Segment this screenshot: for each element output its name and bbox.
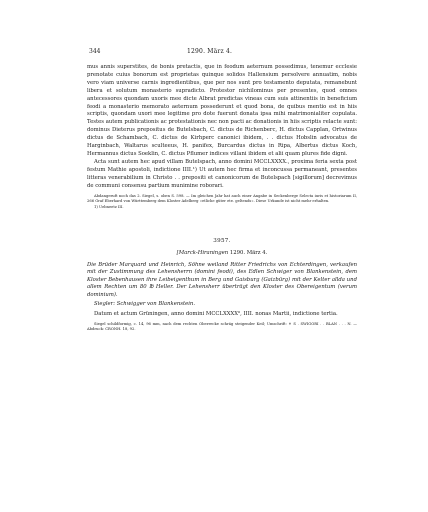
regest-text: Die Brüder Marquard und Heinrich, Söhne weiland Ritter Friedrichs von Echterdingen, verkaufen mit der Zustimmung des Lehensherrn (domini feodi), des Edlen Schwiger von Blankenstein, dem Kloster Bebenhausen ihre Leibeigenthum in Berg und Gaisburg (Gaizbürg) mit der Kelter allda und allem Rechten um 80 ℔ Heller. Der Lehensherr überträgt den Kloster des Obereigentum (verum dominium).: [87, 262, 357, 298]
footnote: 1) Uebneetz III.: [94, 204, 124, 209]
source-note: Siegel schildformig, c. 14, 96 mm, nach dem rechten Oberrecke schräg steigender Keil; Umschrift: ✝ S . SWIGORI . . BLAN . . . N. — Abdruck: CRONH. 18, 92.: [87, 321, 357, 332]
seal-line: [87, 301, 357, 308]
seal-label: Siegler:: [94, 301, 115, 308]
dating-clause: Datum et actum Grüningen, anno domini MCCLXXXX⁰, IIII. nonas Martii, indictione tertia.: [94, 311, 338, 318]
page-body: [87, 64, 357, 333]
charter-text-paragraph: mus annis superstites, de bonis pretactis, que in feodum aeternum possedimus, tenemur ecclesie prenotate cuius bonorum est proprietas quinque solidos Hallensium persolvere annuatim, nobis vero viam universe carnis ingredientibus, que per nos sunt pro testamento deputata, remanebunt libera et solutum monasterio supradicto. Protestor nichilominus per presentes, quod omnes antecessores quondam uxoris mee dicte Albrat predictas vineas cum suis attinentiis in beneficium feodi a monasterio memorato aeternum possederunt et quod bona, de quibus mentio est in hiis scriptis, quondam uxori mee legitime pro dote fuerunt donata ipsa mihi matrimonialiter copulata. Testes autem publicationis ac protestationis nec non pacti ac donationis in hiis scriptis relacte sunt: dominus Dieterus prepositus de Butelsbach, C. dictus de Richenberc, H. dictus Capplan, Ortwinus dictus de Schambach, C. dictus de Kirhperc canonici ibidem, . . dictus Hobslin advocatus de Harginbach, Waltarus sculteeus, H. panifex, Burcardus dictus in Ripa, Albertus dictus Koch, Hermannus dictus Soeklin, C. dictus Pflumer indices villani ibidem et alii quam plures fide digni.: [87, 64, 357, 157]
seal-text: Schwigger von Blankenstein.: [116, 301, 196, 308]
charter-regest: [87, 262, 357, 299]
editorial-notes: [87, 194, 357, 211]
editorial-note: Abdangeruft noch das 2. Siegel, s. oben S. 598. — Im gleichen Jahr hat auch einer Angabe in Seckenberge Selecta iuris et historiarum II, 266 Graf Eberhard von Württemberg dem Kloster Adelberg »etliche güter ete. geltends«. Diese Urkunde ist nicht mehr erhalten.: [87, 193, 357, 203]
charter-text-paragraph: Acta sunt autem hec apud villam Butelspach, anno domini MCCLXXXX., proxima feria sexta post festum Mathie apostoli, indictione IIII.¹) Ut autem hec firma et inconcussa permaneant, presentes litteras venerabilium in Christo . . prepositi et canonicorum de Butelspach [sigillorum] decrevimus de communi consensu partium munimine roborari.: [87, 158, 357, 189]
running-head: [87, 48, 357, 58]
charter-date: 1290. März 4.: [229, 250, 268, 256]
running-title: 1290. März 4.: [187, 48, 233, 55]
charter-place: [Marck-Hiraningen: [176, 250, 229, 256]
charter-heading: [87, 250, 357, 256]
charter-number: 3957.: [213, 238, 231, 244]
page-number: 344: [89, 48, 101, 55]
